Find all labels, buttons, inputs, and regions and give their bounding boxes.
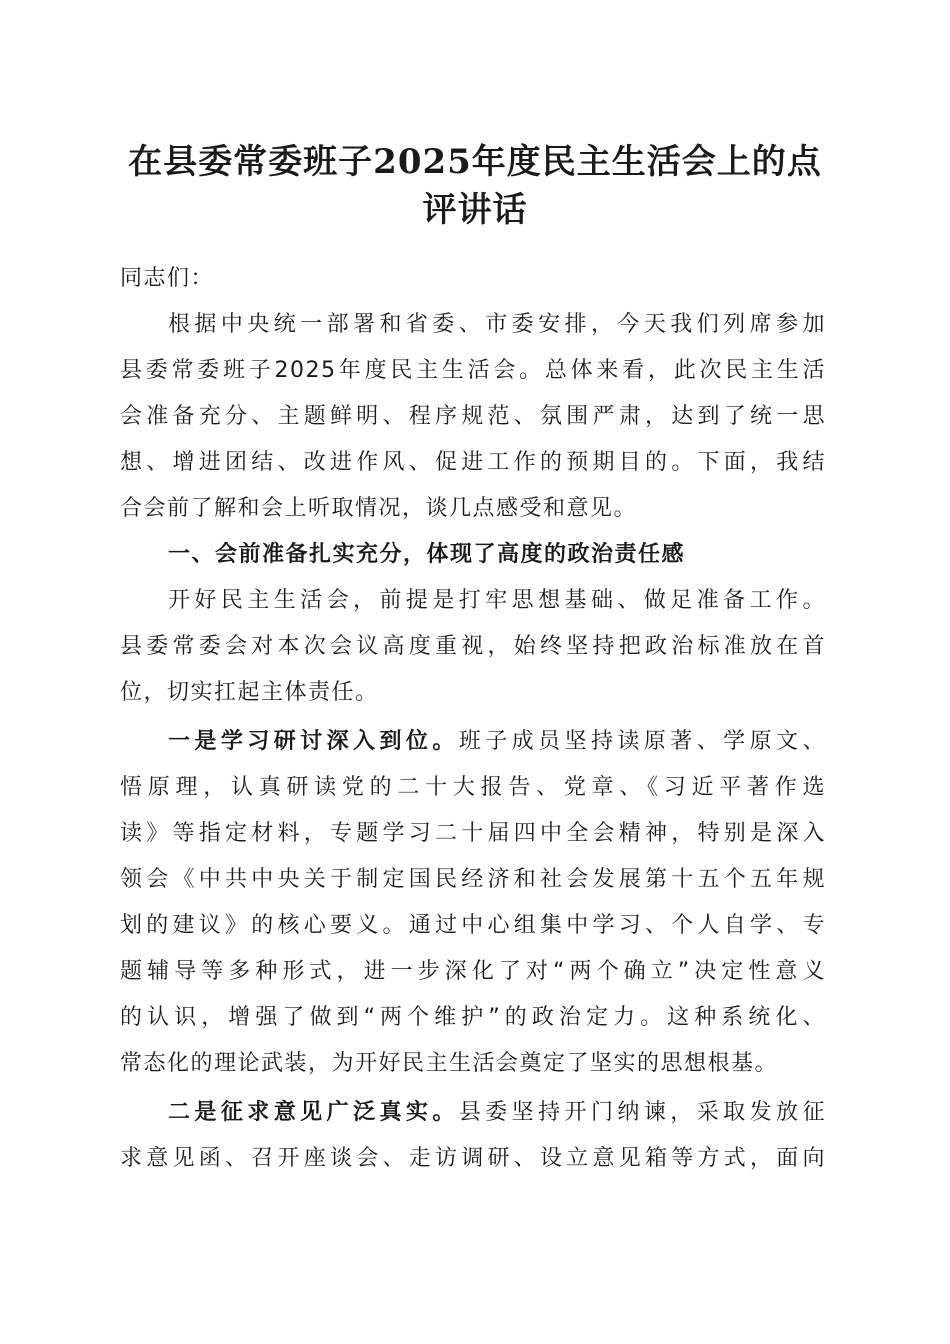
paragraph-opinions [120,1090,826,1182]
paragraph-lead: 二是征求意见广泛真实。 [168,1100,459,1125]
title-line-1: 在县委常委班子2025年度民主生活会上的点 [128,142,822,182]
document-title [110,138,840,234]
paragraph-line: 求意见函、召开座谈会、走访调研、设立意见箱等方式，面向 [120,1146,826,1171]
paragraph-line: 合会前了解和会上听取情况，谈几点感受和意见。 [120,496,638,521]
paragraph-line: 开好民主生活会，前提是打牢思想基础、做足准备工作。 [168,588,826,613]
title-line-2: 评讲话 [422,190,528,230]
paragraph-line: 划的建议》的核心要义。通过中心组集中学习、个人自学、专 [120,913,826,938]
paragraph-line: 县委常委会对本次会议高度重视，始终坚持把政治标准放在首 [120,634,826,659]
paragraph-line: 常态化的理论武装，为开好民主生活会奠定了坚实的思想根基。 [120,1051,779,1076]
paragraph-study [120,719,826,1087]
paragraph-line: 根据中央统一部署和省委、市委安排，今天我们列席参加 [168,312,826,337]
paragraph-line: 的认识，增强了做到“两个维护”的政治定力。这种系统化、 [120,1005,826,1030]
paragraph-line: 悟原理，认真研读党的二十大报告、党章、《习近平著作选 [120,775,826,800]
section-heading-1: 一、会前准备扎实充分，体现了高度的政治责任感 [168,542,686,567]
paragraph-lead: 一是学习研讨深入到位。 [168,729,459,754]
paragraph-text: 县委坚持开门纳谏，采取发放征 [458,1100,826,1125]
paragraph-line: 想、增进团结、改进作风、促进工作的预期目的。下面，我结 [120,450,826,475]
paragraph-line: 读》等指定材料，专题学习二十届四中全会精神，特别是深入 [120,821,826,846]
paragraph-line: 领会《中共中央关于制定国民经济和社会发展第十五个五年规 [120,867,826,892]
paragraph-line: 会准备充分、主题鲜明、程序规范、氛围严肃，达到了统一思 [120,404,826,429]
salutation: 同志们： [120,266,215,291]
paragraph-line [120,1090,826,1136]
paragraph-line: 题辅导等多种形式，进一步深化了对“两个确立”决定性意义 [120,959,826,984]
document-body [120,256,826,1182]
paragraph-intro [120,302,826,532]
paragraph-text: 班子成员坚持读原著、学原文、 [458,729,826,754]
paragraph-line: 县委常委班子2025年度民主生活会。总体来看，此次民主生活 [120,358,826,383]
paragraph-line: 位，切实扛起主体责任。 [120,680,379,705]
paragraph-preparation [120,578,826,716]
paragraph-line [120,719,826,765]
